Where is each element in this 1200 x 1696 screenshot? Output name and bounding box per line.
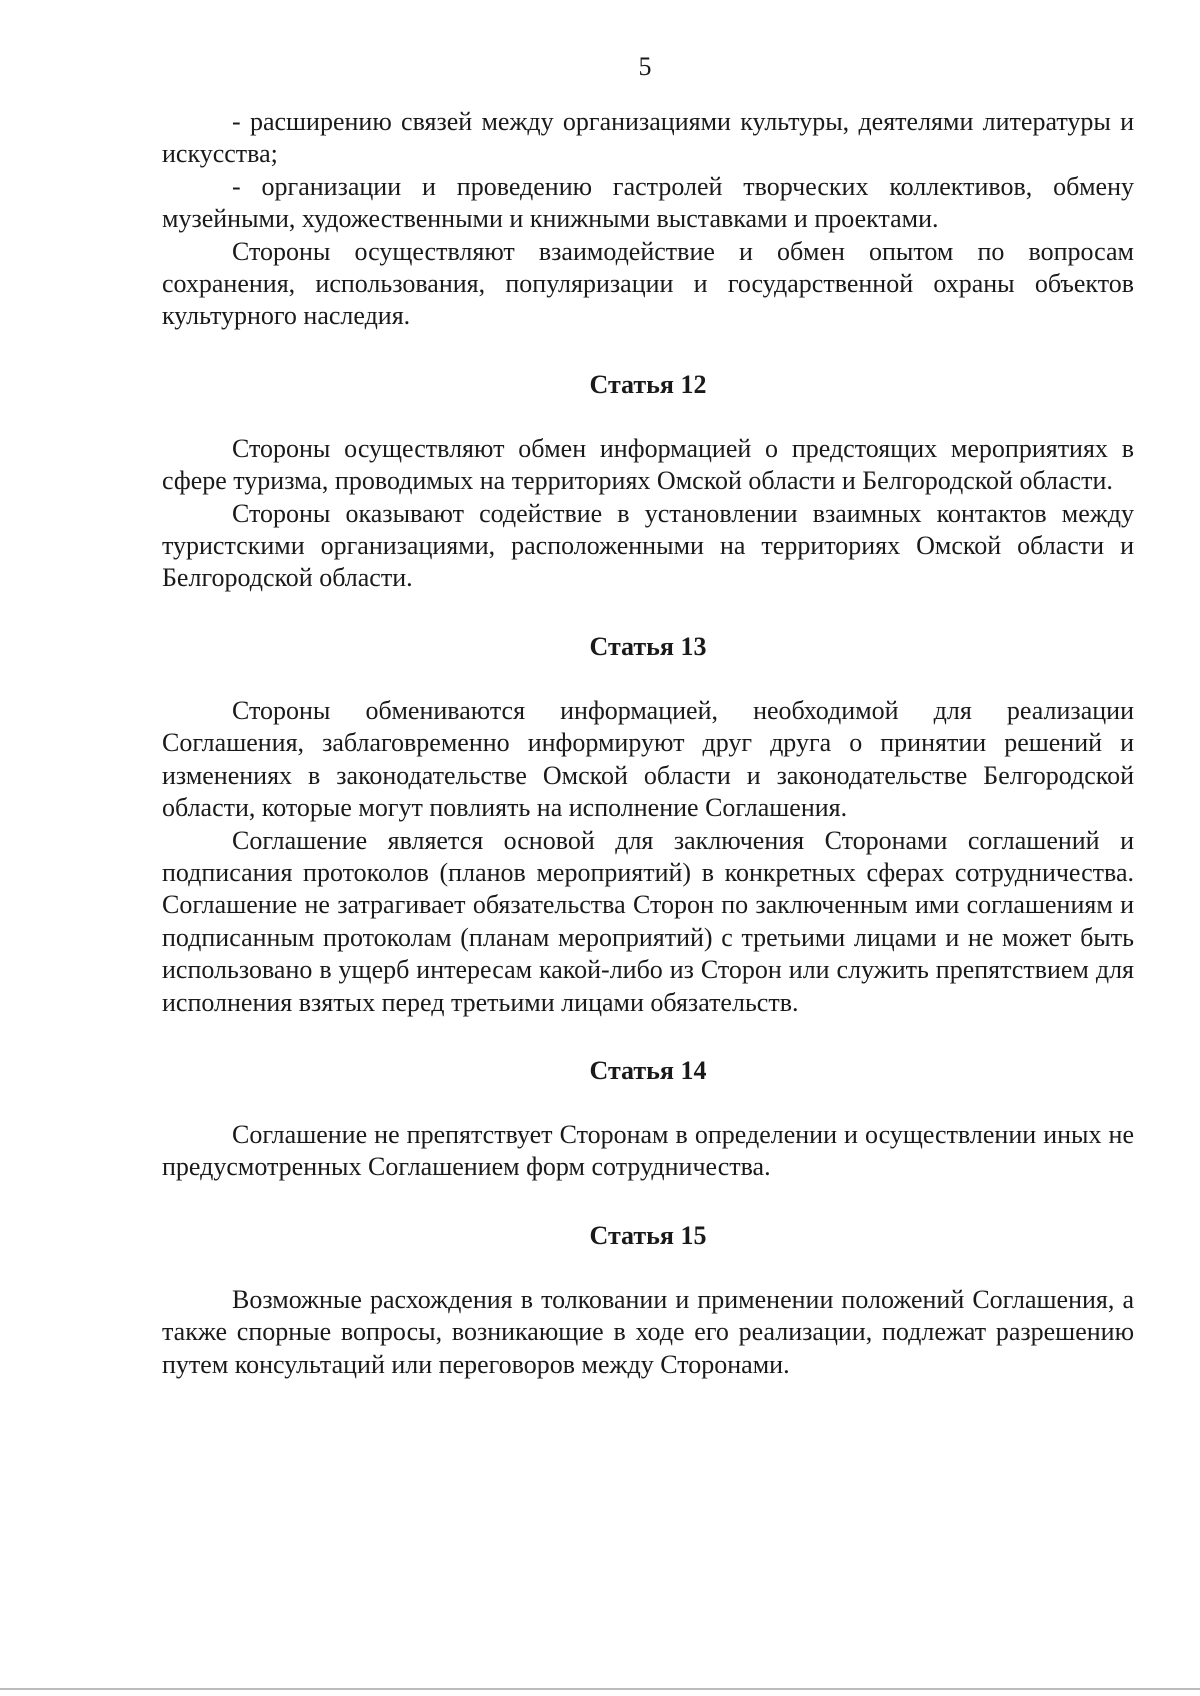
section-article-14	[162, 1019, 1134, 1184]
page-number: 5	[638, 52, 652, 81]
document-body	[162, 106, 1134, 1381]
section-article-15	[162, 1184, 1134, 1381]
scan-edge-line	[0, 1688, 1200, 1690]
paragraph: Соглашение является основой для заключения Сторонами соглашений и подписания протоколов (планов мероприятий) в конкретных сферах сотрудничества. Соглашение не затрагивает обязательства Сторон по заключенным ими соглашениям и подписанным протоколам (планам мероприятий) с третьими лицами и не может быть использовано в ущерб интересам какой-либо из Сторон или служить препятствием для исполнения взятых перед третьими лицами обязательств.	[162, 825, 1134, 1017]
paragraph: Возможные расхождения в толковании и применении положений Соглашения, а также спорные вопросы, возникающие в ходе его реализации, подлежат разрешению путем консультаций или переговоров между Сторонами.	[162, 1284, 1134, 1379]
article-heading: Статья 12	[589, 369, 707, 399]
article-heading: Статья 15	[589, 1220, 707, 1250]
article-heading: Статья 13	[589, 631, 707, 661]
paragraph: Стороны оказывают содействие в установлении взаимных контактов между туристскими организациями, расположенными на территориях Омской области и Белгородской области.	[162, 498, 1134, 593]
paragraph: Соглашение не препятствует Сторонам в определении и осуществлении иных не предусмотренных Соглашением форм сотрудничества.	[162, 1119, 1134, 1182]
section-continuation	[162, 106, 1134, 333]
paragraph: Стороны осуществляют взаимодействие и обмен опытом по вопросам сохранения, использования, популяризации и государственной охраны объектов культурного наследия.	[162, 236, 1134, 331]
paragraph: - расширению связей между организациями культуры, деятелями литературы и искусства;	[162, 107, 1134, 169]
paragraph: Стороны обмениваются информацией, необходимой для реализации Соглашения, заблаговременно информируют друг друга о принятии решений и изменениях в законодательстве Омской области и законодательстве Белгородской области, которые могут повлиять на исполнение Соглашения.	[162, 695, 1134, 823]
paragraph: Стороны осуществляют обмен информацией о предстоящих мероприятиях в сфере туризма, проводимых на территориях Омской области и Белгородской области.	[162, 433, 1134, 496]
article-heading: Статья 14	[589, 1055, 707, 1085]
paragraph: - организации и проведению гастролей творческих коллективов, обмену музейными, художественными и книжными выставками и проектами.	[162, 171, 1134, 234]
section-article-12	[162, 333, 1134, 595]
section-article-13	[162, 595, 1134, 1019]
